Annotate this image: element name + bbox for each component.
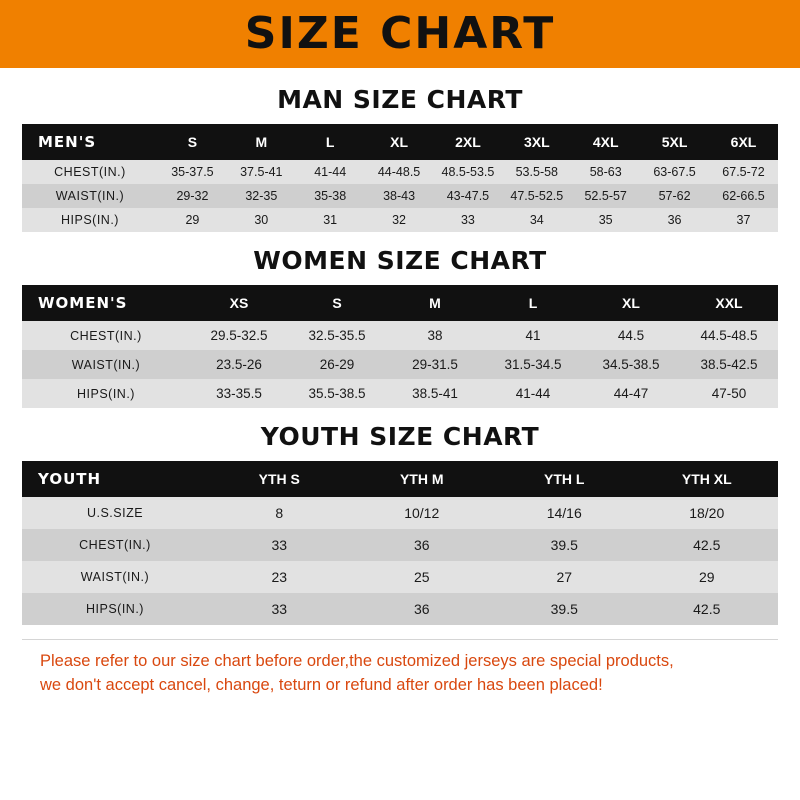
- table-row: [22, 350, 778, 379]
- women-chest-xl: 44.5: [582, 321, 680, 350]
- women-waist-s: 26-29: [288, 350, 386, 379]
- youth-hips-m: 36: [351, 593, 494, 625]
- youth-chest-l: 39.5: [493, 529, 636, 561]
- men-header-l: L: [296, 124, 365, 160]
- youth-table-header: [22, 461, 778, 497]
- women-hips-xxl: 47-50: [680, 379, 778, 408]
- youth-ussize-s: 8: [208, 497, 351, 529]
- youth-section-title: YOUTH SIZE CHART: [260, 422, 540, 451]
- men-table-body: [22, 160, 778, 232]
- men-chest-5xl: 63-67.5: [640, 160, 709, 184]
- women-waist-xs: 23.5-26: [190, 350, 288, 379]
- youth-hips-label: HIPS(IN.): [22, 593, 208, 625]
- youth-chest-m: 36: [351, 529, 494, 561]
- men-table-header: [22, 124, 778, 160]
- youth-ussize-m: 10/12: [351, 497, 494, 529]
- youth-chest-s: 33: [208, 529, 351, 561]
- men-chest-4xl: 58-63: [571, 160, 640, 184]
- table-row: [22, 529, 778, 561]
- women-header-l: L: [484, 285, 582, 321]
- table-row: [22, 593, 778, 625]
- women-waist-xl: 34.5-38.5: [582, 350, 680, 379]
- men-waist-6xl: 62-66.5: [709, 184, 778, 208]
- men-chest-m: 37.5-41: [227, 160, 296, 184]
- page-banner: [0, 0, 800, 71]
- men-waist-4xl: 52.5-57: [571, 184, 640, 208]
- youth-hips-s: 33: [208, 593, 351, 625]
- youth-ussize-l: 14/16: [493, 497, 636, 529]
- men-hips-3xl: 34: [502, 208, 571, 232]
- women-header-label: WOMEN'S: [22, 285, 190, 321]
- table-row: [22, 184, 778, 208]
- men-chest-2xl: 48.5-53.5: [434, 160, 503, 184]
- men-waist-label: WAIST(IN.): [22, 184, 158, 208]
- women-header-xs: XS: [190, 285, 288, 321]
- men-hips-s: 29: [158, 208, 227, 232]
- men-waist-5xl: 57-62: [640, 184, 709, 208]
- men-header-5xl: 5XL: [640, 124, 709, 160]
- women-chest-xs: 29.5-32.5: [190, 321, 288, 350]
- men-header-6xl: 6XL: [709, 124, 778, 160]
- women-table-body: [22, 321, 778, 408]
- men-waist-3xl: 47.5-52.5: [502, 184, 571, 208]
- women-size-table: [22, 285, 778, 408]
- notice-line-2: we don't accept cancel, change, teturn or refund after order has been placed!: [40, 675, 603, 694]
- women-header-xxl: XXL: [680, 285, 778, 321]
- men-chest-xl: 44-48.5: [365, 160, 434, 184]
- table-row: [22, 379, 778, 408]
- women-chest-xxl: 44.5-48.5: [680, 321, 778, 350]
- men-header-4xl: 4XL: [571, 124, 640, 160]
- youth-header-s: YTH S: [208, 461, 351, 497]
- youth-chest-xl: 42.5: [636, 529, 779, 561]
- women-section-title: WOMEN SIZE CHART: [253, 246, 547, 275]
- women-table-header: [22, 285, 778, 321]
- youth-hips-l: 39.5: [493, 593, 636, 625]
- women-hips-xs: 33-35.5: [190, 379, 288, 408]
- men-hips-2xl: 33: [434, 208, 503, 232]
- women-waist-xxl: 38.5-42.5: [680, 350, 778, 379]
- women-hips-m: 38.5-41: [386, 379, 484, 408]
- men-hips-m: 30: [227, 208, 296, 232]
- youth-waist-xl: 29: [636, 561, 779, 593]
- women-header-m: M: [386, 285, 484, 321]
- men-hips-5xl: 36: [640, 208, 709, 232]
- women-hips-label: HIPS(IN.): [22, 379, 190, 408]
- men-header-s: S: [158, 124, 227, 160]
- men-chest-label: CHEST(IN.): [22, 160, 158, 184]
- youth-size-table: [22, 461, 778, 625]
- men-waist-l: 35-38: [296, 184, 365, 208]
- order-notice: [22, 639, 778, 698]
- women-chest-m: 38: [386, 321, 484, 350]
- table-row: [22, 497, 778, 529]
- youth-header-label: YOUTH: [22, 461, 208, 497]
- table-header-row: [22, 285, 778, 321]
- men-hips-l: 31: [296, 208, 365, 232]
- women-chest-s: 32.5-35.5: [288, 321, 386, 350]
- youth-waist-l: 27: [493, 561, 636, 593]
- men-waist-m: 32-35: [227, 184, 296, 208]
- table-header-row: [22, 124, 778, 160]
- men-chest-s: 35-37.5: [158, 160, 227, 184]
- men-hips-4xl: 35: [571, 208, 640, 232]
- men-hips-xl: 32: [365, 208, 434, 232]
- women-hips-s: 35.5-38.5: [288, 379, 386, 408]
- page-title: SIZE CHART: [244, 8, 556, 59]
- men-header-m: M: [227, 124, 296, 160]
- men-section-title: MAN SIZE CHART: [277, 85, 523, 114]
- youth-waist-s: 23: [208, 561, 351, 593]
- table-row: [22, 160, 778, 184]
- men-hips-label: HIPS(IN.): [22, 208, 158, 232]
- men-chest-l: 41-44: [296, 160, 365, 184]
- youth-ussize-label: U.S.SIZE: [22, 497, 208, 529]
- chart-content: [0, 85, 800, 698]
- women-waist-l: 31.5-34.5: [484, 350, 582, 379]
- women-header-xl: XL: [582, 285, 680, 321]
- men-waist-xl: 38-43: [365, 184, 434, 208]
- women-hips-xl: 44-47: [582, 379, 680, 408]
- men-header-xl: XL: [365, 124, 434, 160]
- youth-hips-xl: 42.5: [636, 593, 779, 625]
- men-waist-2xl: 43-47.5: [434, 184, 503, 208]
- notice-line-1: Please refer to our size chart before order,the customized jerseys are special products,: [40, 652, 674, 670]
- men-chest-6xl: 67.5-72: [709, 160, 778, 184]
- women-waist-m: 29-31.5: [386, 350, 484, 379]
- women-hips-l: 41-44: [484, 379, 582, 408]
- table-row: [22, 321, 778, 350]
- women-waist-label: WAIST(IN.): [22, 350, 190, 379]
- youth-chest-label: CHEST(IN.): [22, 529, 208, 561]
- youth-waist-m: 25: [351, 561, 494, 593]
- men-header-label: MEN'S: [22, 124, 158, 160]
- women-header-s: S: [288, 285, 386, 321]
- youth-table-body: [22, 497, 778, 625]
- men-header-3xl: 3XL: [502, 124, 571, 160]
- youth-waist-label: WAIST(IN.): [22, 561, 208, 593]
- women-chest-l: 41: [484, 321, 582, 350]
- men-waist-s: 29-32: [158, 184, 227, 208]
- youth-header-m: YTH M: [351, 461, 494, 497]
- youth-header-l: YTH L: [493, 461, 636, 497]
- men-chest-3xl: 53.5-58: [502, 160, 571, 184]
- table-row: [22, 208, 778, 232]
- youth-header-xl: YTH XL: [636, 461, 779, 497]
- men-size-table: [22, 124, 778, 232]
- table-header-row: [22, 461, 778, 497]
- women-chest-label: CHEST(IN.): [22, 321, 190, 350]
- men-hips-6xl: 37: [709, 208, 778, 232]
- table-row: [22, 561, 778, 593]
- men-header-2xl: 2XL: [434, 124, 503, 160]
- youth-ussize-xl: 18/20: [636, 497, 779, 529]
